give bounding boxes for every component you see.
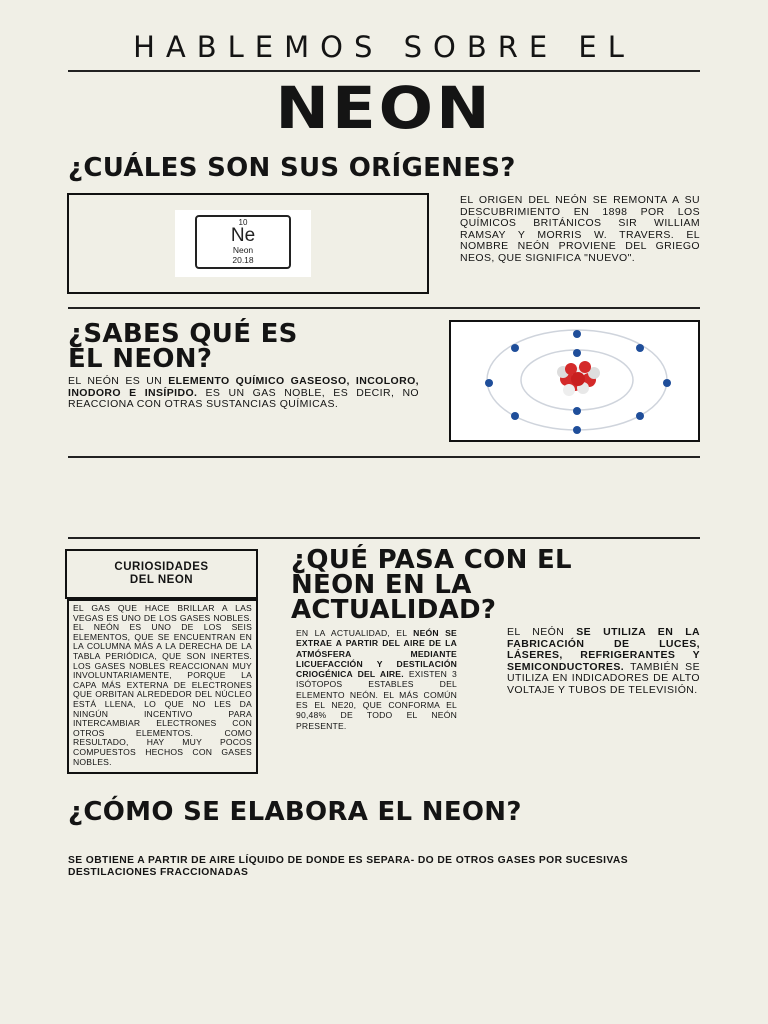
today-heading-line1: ¿QUÉ PASA CON EL [291, 545, 572, 575]
curiosities-title-line1: CURIOSIDADES [114, 561, 209, 573]
divider [68, 70, 700, 72]
nucleus [557, 361, 600, 396]
what-heading-line1: ¿SABES QUÉ ES [68, 319, 298, 349]
atomic-number: 10 [238, 218, 248, 227]
what-text-part2: ES UN GAS NOBLE, ES DECIR, NO REACCIONA CON OTRAS SUSTANCIAS QUÍMICAS. [68, 386, 419, 411]
today-heading-line2: NEON EN LA [291, 570, 472, 600]
what-text [68, 376, 419, 411]
today-heading [291, 545, 572, 625]
today-col2-bold: SE UTILIZA EN LA FABRICACIÓN DE LUCES, LÁSERES, REFRIGERANTES Y SEMICONDUCTORES. [507, 626, 701, 673]
divider [68, 307, 700, 309]
element-symbol: Ne [230, 225, 256, 246]
today-col2-part2: TAMBIÉN SE UTILIZA EN INDICADORES DE ALTO VOLTAJE Y TUBOS DE TELEVISIÓN. [507, 660, 700, 696]
today-col2-part1: EL NEÓN [507, 626, 577, 638]
curiosities-text: EL GAS QUE HACE BRILLAR A LAS VEGAS ES UNO DE LOS GASES NOBLES. EL NEÓN ES UNO DE LOS SEIS ELEMENTOS, QUE SE ENCUENTRAN EN LA COLUMNA MÁS A LA DERECHA DE LA TABLA PERIÓDICA, QUE SON INERTES. LOS GASES NOBLES REACCIONAN MUY INVOLUNTARIAMENTE, PORQUE LA CAPA MÁS EXTERNA DE ELECTRONES QUE ORBITAN ALREDEDOR DEL NÚCLEO ESTÁ LLENA, LO QUE NO LES DA NINGÚN INCENTIVO PARA INTERCAMBIAR ELECTRONES CON OTROS ELEMENTOS. COMO RESULTADO, HAY MUY POCOS COMPUESTOS HECHOS CON GASES NOBLES. [73, 603, 252, 767]
today-column-2 [507, 627, 700, 697]
element-card [175, 210, 311, 277]
page-title: NEON [275, 75, 493, 143]
element-frame [67, 193, 429, 294]
atomic-mass: 20.18 [232, 255, 254, 265]
origins-text: EL ORIGEN DEL NEÓN SE REMONTA A SU DESCUBRIMIENTO EN 1898 POR LOS QUÍMICOS BRITÁNICOS SIR WILLIAM RAMSAY Y MORRIS W. TRAVERS. EL NOMBRE NEÓN PROVIENE DEL GRIEGO NEOS, QUE SIGNIFICA "NUEVO". [460, 194, 700, 264]
atom-frame [449, 320, 700, 442]
what-heading [68, 319, 298, 374]
how-heading: ¿CÓMO SE ELABORA EL NEON? [68, 797, 522, 827]
atom-illustration [451, 322, 698, 440]
curiosities-title-line2: DEL NEON [129, 574, 194, 586]
origins-heading: ¿CUÁLES SON SUS ORÍGENES? [68, 153, 516, 183]
hero-top-line: HABLEMOS SOBRE EL [133, 30, 635, 64]
divider [68, 537, 700, 539]
what-text-bold: ELEMENTO QUÍMICO GASEOSO, INCOLORO, INODORO E INSÍPIDO. [68, 375, 419, 399]
element-tile [195, 215, 291, 269]
what-heading-line2: EL NEON? [68, 344, 213, 374]
element-name: Neon [232, 245, 254, 255]
today-col1-part1: EN LA ACTUALIDAD, EL [296, 628, 414, 638]
divider [68, 456, 700, 458]
what-text-part1: EL NEÓN ES UN [68, 375, 169, 387]
how-text: SE OBTIENE A PARTIR DE AIRE LÍQUIDO DE DONDE ES SEPARA- DO DE OTROS GASES POR SUCESIVAS DESTILACIONES FRACCIONADAS [68, 855, 629, 878]
today-heading-line3: ACTUALIDAD? [291, 595, 497, 625]
today-col1-bold: NEÓN SE EXTRAE A PARTIR DEL AIRE DE LA ATMÓSFERA MEDIANTE LICUEFACCIÓN Y DESTILACIÓN CRIOGÉNICA DEL AIRE. [296, 628, 457, 680]
today-column-1 [296, 628, 457, 731]
today-col1-part2: EXISTEN 3 ISÓTOPOS ESTABLES DEL ELEMENTO NEÓN. EL MÁS COMÚN ES EL NE20, QUE CONFORMA EL 90,48% DE TODO EL NEÓN PRESENTE. [296, 669, 458, 731]
curiosities-box [67, 599, 258, 774]
curiosities-title-box [65, 549, 258, 599]
